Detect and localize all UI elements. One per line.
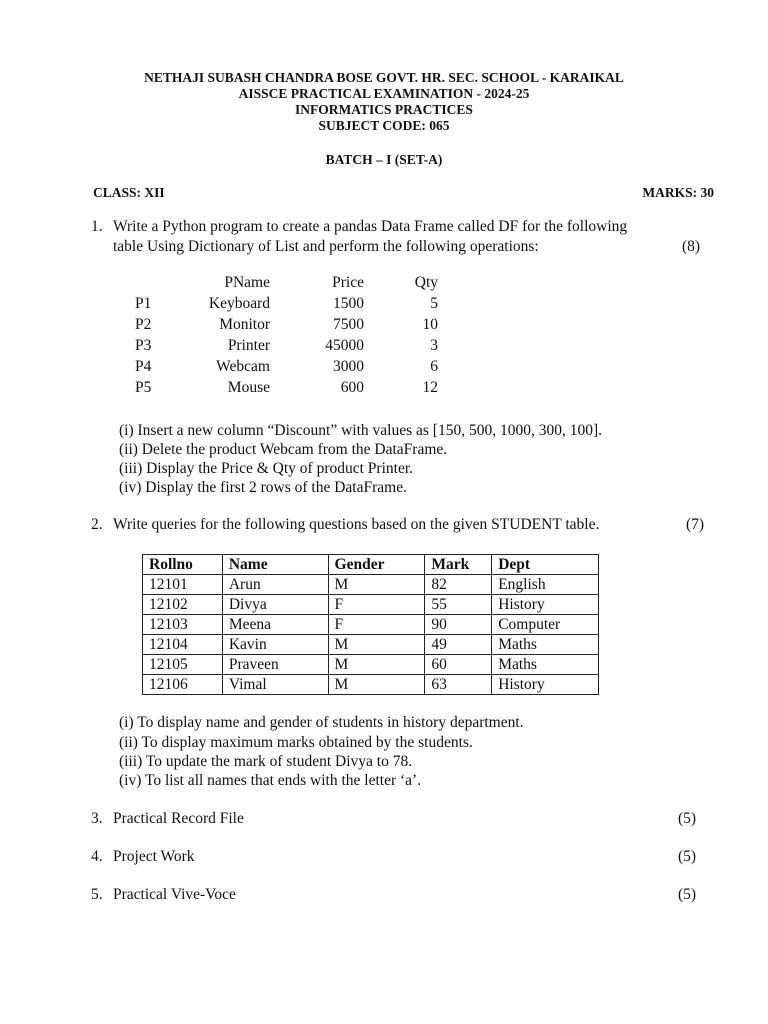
table-header-row <box>143 555 599 575</box>
table-cell: Praveen <box>222 655 328 675</box>
table-cell: History <box>492 675 599 695</box>
table-cell: 12101 <box>143 575 223 595</box>
table-cell: 12105 <box>143 655 223 675</box>
q2-op-1: (i) To display name and gender of students in history department. <box>119 714 524 731</box>
q3-marks: (5) <box>678 810 697 827</box>
table-header-cell: Name <box>222 555 328 575</box>
table-header-cell: Rollno <box>143 555 223 575</box>
q5-marks: (5) <box>678 886 697 903</box>
table-cell: F <box>328 615 425 635</box>
q1-op-2: (ii) Delete the product Webcam from the DataFrame. <box>119 441 448 458</box>
table-row <box>143 635 599 655</box>
q2-op-2: (ii) To display maximum marks obtained by the students. <box>119 734 473 751</box>
q2-op-3: (iii) To update the mark of student Divya to 78. <box>119 753 413 770</box>
table-cell: M <box>328 655 425 675</box>
subject-title: INFORMATICS PRACTICES <box>295 102 473 117</box>
table-cell: F <box>328 595 425 615</box>
table-cell: History <box>492 595 599 615</box>
df-cell-pname: Printer <box>227 337 270 354</box>
df-col-price: Price <box>332 274 364 291</box>
table-cell: Kavin <box>222 635 328 655</box>
table-cell: M <box>328 675 425 695</box>
q2-op-4: (iv) To list all names that ends with the letter ‘a’. <box>119 772 422 789</box>
table-cell: Vimal <box>222 675 328 695</box>
q2-number: 2. <box>91 516 103 533</box>
table-cell: English <box>492 575 599 595</box>
df-cell-price: 1500 <box>333 295 364 312</box>
q5-text: Practical Vive-Voce <box>113 886 236 903</box>
table-cell: 12104 <box>143 635 223 655</box>
q3-text: Practical Record File <box>113 810 244 827</box>
df-cell-qty: 3 <box>430 337 438 354</box>
df-row-index: P1 <box>135 295 152 312</box>
df-cell-price: 3000 <box>333 358 364 375</box>
q1-op-4: (iv) Display the first 2 rows of the DataFrame. <box>119 479 407 496</box>
table-row <box>143 575 599 595</box>
df-row-index: P4 <box>135 358 152 375</box>
table-cell: 60 <box>425 655 492 675</box>
table-cell: 82 <box>425 575 492 595</box>
q2-text: Write queries for the following questions based on the given STUDENT table. <box>113 516 600 533</box>
table-cell: 49 <box>425 635 492 655</box>
table-row <box>143 675 599 695</box>
q2-marks: (7) <box>686 516 705 533</box>
table-cell: Maths <box>492 635 599 655</box>
df-cell-pname: Monitor <box>219 316 270 333</box>
q4-text: Project Work <box>113 848 195 865</box>
batch-label: BATCH – I (SET-A) <box>325 152 443 167</box>
table-cell: Computer <box>492 615 599 635</box>
df-cell-qty: 10 <box>422 316 438 333</box>
table-cell: 12103 <box>143 615 223 635</box>
marks-total: MARKS: 30 <box>642 185 714 200</box>
class-label: CLASS: XII <box>93 185 165 200</box>
df-cell-qty: 12 <box>422 379 438 396</box>
table-cell: Divya <box>222 595 328 615</box>
df-col-pname: PName <box>224 274 270 291</box>
table-cell: M <box>328 575 425 595</box>
df-col-qty: Qty <box>414 274 438 291</box>
table-cell: M <box>328 635 425 655</box>
table-cell: 12106 <box>143 675 223 695</box>
table-cell: 55 <box>425 595 492 615</box>
table-cell: 63 <box>425 675 492 695</box>
df-cell-price: 600 <box>340 379 364 396</box>
df-cell-price: 45000 <box>325 337 364 354</box>
df-row-index: P5 <box>135 379 152 396</box>
table-cell: 90 <box>425 615 492 635</box>
table-cell: 12102 <box>143 595 223 615</box>
q1-op-1: (i) Insert a new column “Discount” with values as [150, 500, 1000, 300, 100]. <box>119 422 602 439</box>
table-cell: Maths <box>492 655 599 675</box>
table-row <box>143 655 599 675</box>
q3-number: 3. <box>91 810 103 827</box>
subject-code: SUBJECT CODE: 065 <box>318 118 450 133</box>
table-header-cell: Gender <box>328 555 425 575</box>
q1-text-line1: Write a Python program to create a pandas Data Frame called DF for the following <box>113 218 628 235</box>
df-cell-pname: Keyboard <box>208 295 270 312</box>
df-cell-pname: Webcam <box>216 358 270 375</box>
q1-number: 1. <box>91 218 103 235</box>
table-cell: Meena <box>222 615 328 635</box>
table-row <box>143 595 599 615</box>
df-cell-pname: Mouse <box>227 379 270 396</box>
df-cell-price: 7500 <box>333 316 364 333</box>
df-row-index: P2 <box>135 316 152 333</box>
exam-title: AISSCE PRACTICAL EXAMINATION - 2024-25 <box>238 86 530 101</box>
student-table <box>142 554 599 695</box>
q1-marks: (8) <box>682 238 701 255</box>
q1-text-line2: table Using Dictionary of List and perform the following operations: <box>113 238 539 255</box>
table-cell: Arun <box>222 575 328 595</box>
q4-marks: (5) <box>678 848 697 865</box>
table-row <box>143 615 599 635</box>
df-row-index: P3 <box>135 337 152 354</box>
q4-number: 4. <box>91 848 103 865</box>
school-name: NETHAJI SUBASH CHANDRA BOSE GOVT. HR. SEC. SCHOOL - KARAIKAL <box>144 70 624 85</box>
table-header-cell: Mark <box>425 555 492 575</box>
df-cell-qty: 5 <box>430 295 438 312</box>
df-cell-qty: 6 <box>430 358 438 375</box>
q5-number: 5. <box>91 886 103 903</box>
q1-op-3: (iii) Display the Price & Qty of product Printer. <box>119 460 414 477</box>
table-header-cell: Dept <box>492 555 599 575</box>
